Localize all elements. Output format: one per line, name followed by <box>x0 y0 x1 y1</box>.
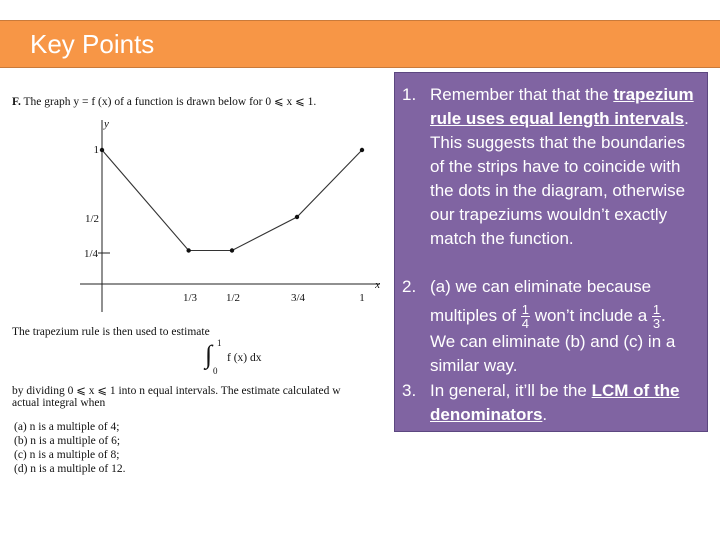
function-curve <box>102 150 362 251</box>
graph-point <box>360 148 364 152</box>
problem-text: The graph y = f (x) of a function is drawn below for 0 ⩽ x ⩽ 1. <box>23 96 317 108</box>
y-tick-label: 1/2 <box>84 213 99 225</box>
estimate-text: The trapezium rule is then used to estimate <box>12 326 210 338</box>
note-emphasis: denominators <box>430 405 543 424</box>
integral-sign: ∫ <box>205 340 213 369</box>
note-text: (a) we can eliminate because <box>430 277 652 296</box>
y-axis-label: y <box>104 118 109 130</box>
integral-body: f (x) dx <box>227 352 262 364</box>
graph-point <box>230 248 234 252</box>
graph-points <box>100 148 364 253</box>
actual-integral-text: actual integral when <box>12 397 106 409</box>
x-tick-label: 3/4 <box>290 292 306 304</box>
note-text: multiples of <box>430 305 516 325</box>
problem-label: F. <box>12 96 21 108</box>
graph-point <box>295 215 299 219</box>
key-points-callout: 1. Remember that that the trapezium rule uses equal length intervals. This suggests that the boundaries of the strips have to coincide with the dots in the diagram, otherwise our trapeziums wouldn’t exactly match the function. 2. (a) we can eliminate because multiples of $\frac{1}{4}$ won’t include a $\frac{1}{3}$ . We can eliminate (b) and (c) in a similar way. 3. In general, it’ll be the LCM of the denominators. <box>394 72 708 432</box>
graph-point <box>100 148 104 152</box>
note-emphasis: LCM of the <box>591 381 680 400</box>
note-text: . <box>542 405 548 424</box>
y-tick-label: 1/4 <box>83 248 98 260</box>
fraction-one-third: $\frac{1}{3}$ <box>652 302 661 331</box>
slide-title: Key Points <box>30 29 155 59</box>
function-graph <box>80 112 380 312</box>
note-number: 3. <box>402 381 417 400</box>
divide-text: by dividing 0 ⩽ x ⩽ 1 into n equal intervals. The estimate calculated w <box>12 385 341 397</box>
integral-lower-limit: 0 <box>213 366 218 376</box>
option-b: (b) n is a multiple of 6; <box>14 435 121 447</box>
graph-point <box>186 248 190 252</box>
x-tick-label: 1/2 <box>225 292 241 304</box>
note-text: won’t include a <box>534 305 648 325</box>
note-text: . This suggests that the boundaries of the strips have to coincide with the dots in the diagram, otherwise our trapeziums wouldn’t exactly match the function. <box>430 109 689 248</box>
note-text: We can eliminate (b) and (c) in a similar way. <box>430 332 676 375</box>
title-bar <box>0 20 720 68</box>
note-text: In general, it’ll be the <box>430 381 587 400</box>
answer-options <box>14 420 125 476</box>
option-d: (d) n is a multiple of 12. <box>14 463 126 475</box>
note-number: 2. <box>402 277 417 296</box>
fraction-one-quarter: $\frac{1}{4}$ <box>521 302 529 331</box>
option-c: (c) n is a multiple of 8; <box>14 449 120 461</box>
y-tick-label: 1 <box>93 144 99 156</box>
x-tick-label: 1 <box>359 292 365 304</box>
note-number: 1. <box>402 85 417 104</box>
note-emphasis: trapezium rule uses equal length intervals <box>430 85 694 128</box>
integral-upper-limit: 1 <box>217 338 222 348</box>
note-text: Remember that that the <box>430 85 609 104</box>
x-axis-label: x <box>375 279 380 291</box>
x-tick-label: 1/3 <box>182 292 198 304</box>
option-a: (a) n is a multiple of 4; <box>14 421 120 433</box>
